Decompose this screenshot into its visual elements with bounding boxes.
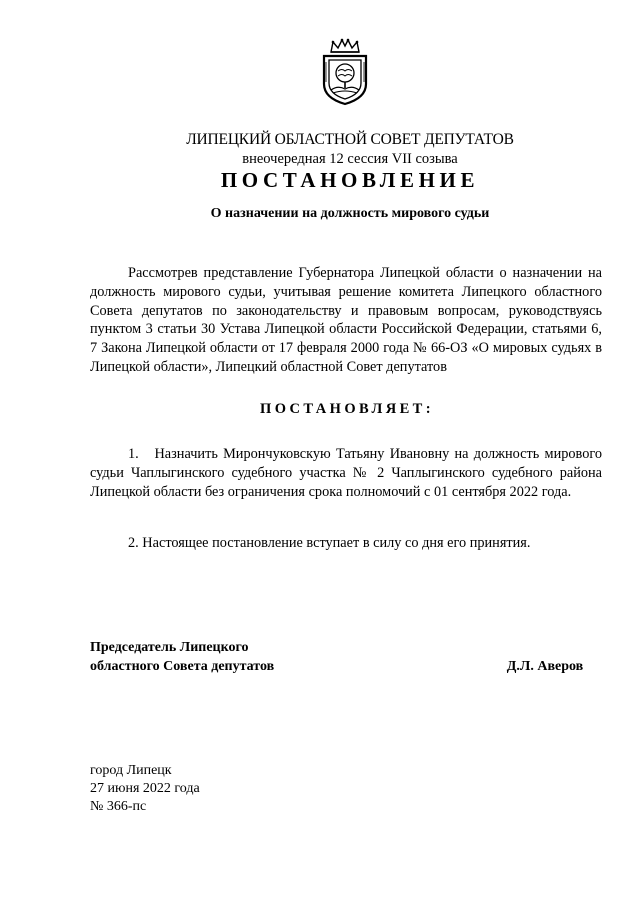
decree-item-2: 2. Настоящее постановление вступает в силу со дня его принятия.	[128, 535, 531, 551]
issue-city: город Липецк	[90, 763, 172, 778]
decree-heading: ПОСТАНОВЛЯЕТ:	[260, 401, 434, 417]
session-info: внеочередная 12 сессия VII созыва	[242, 151, 458, 167]
document-type-heading: ПОСТАНОВЛЕНИЕ	[220, 168, 480, 192]
signatory-name: Д.Л. Аверов	[506, 659, 584, 674]
document-footer	[90, 762, 200, 816]
preamble-paragraph: Рассмотрев представление Губернатора Липецкой области о назначении на должность мирового судьи, учитывая решение комитета Липецкого областного Совета депутатов по законодательству и правовым вопросам, руководствуясь пунктом 3 статьи 30 Устава Липецкой области Российской Федерации, статьями 6, 7 Закона Липецкой области от 17 февраля 2000 года № 66-ОЗ «О мировых судьях в Липецкой области», Липецкий областной Совет депутатов	[90, 265, 602, 375]
decree-item-1: 1. Назначить Мирончуковскую Татьяну Ивановну на должность мирового судьи Чаплыгинского судебного участка № 2 Чаплыгинского судебного района Липецкой области без ограничения срока полномочий с 01 сентября 2022 года.	[90, 446, 602, 500]
signatory-title	[90, 638, 274, 676]
document-number: № 366-пс	[90, 799, 147, 814]
coat-of-arms-icon	[318, 38, 372, 106]
signatory-title-line-1: Председатель Липецкого	[90, 640, 249, 655]
issue-date: 27 июня 2022 года	[90, 781, 200, 796]
document-subject: О назначении на должность мирового судьи	[210, 206, 490, 221]
signatory-title-line-2: областного Совета депутатов	[90, 659, 275, 674]
organization-name: ЛИПЕЦКИЙ ОБЛАСТНОЙ СОВЕТ ДЕПУТАТОВ	[186, 131, 514, 148]
